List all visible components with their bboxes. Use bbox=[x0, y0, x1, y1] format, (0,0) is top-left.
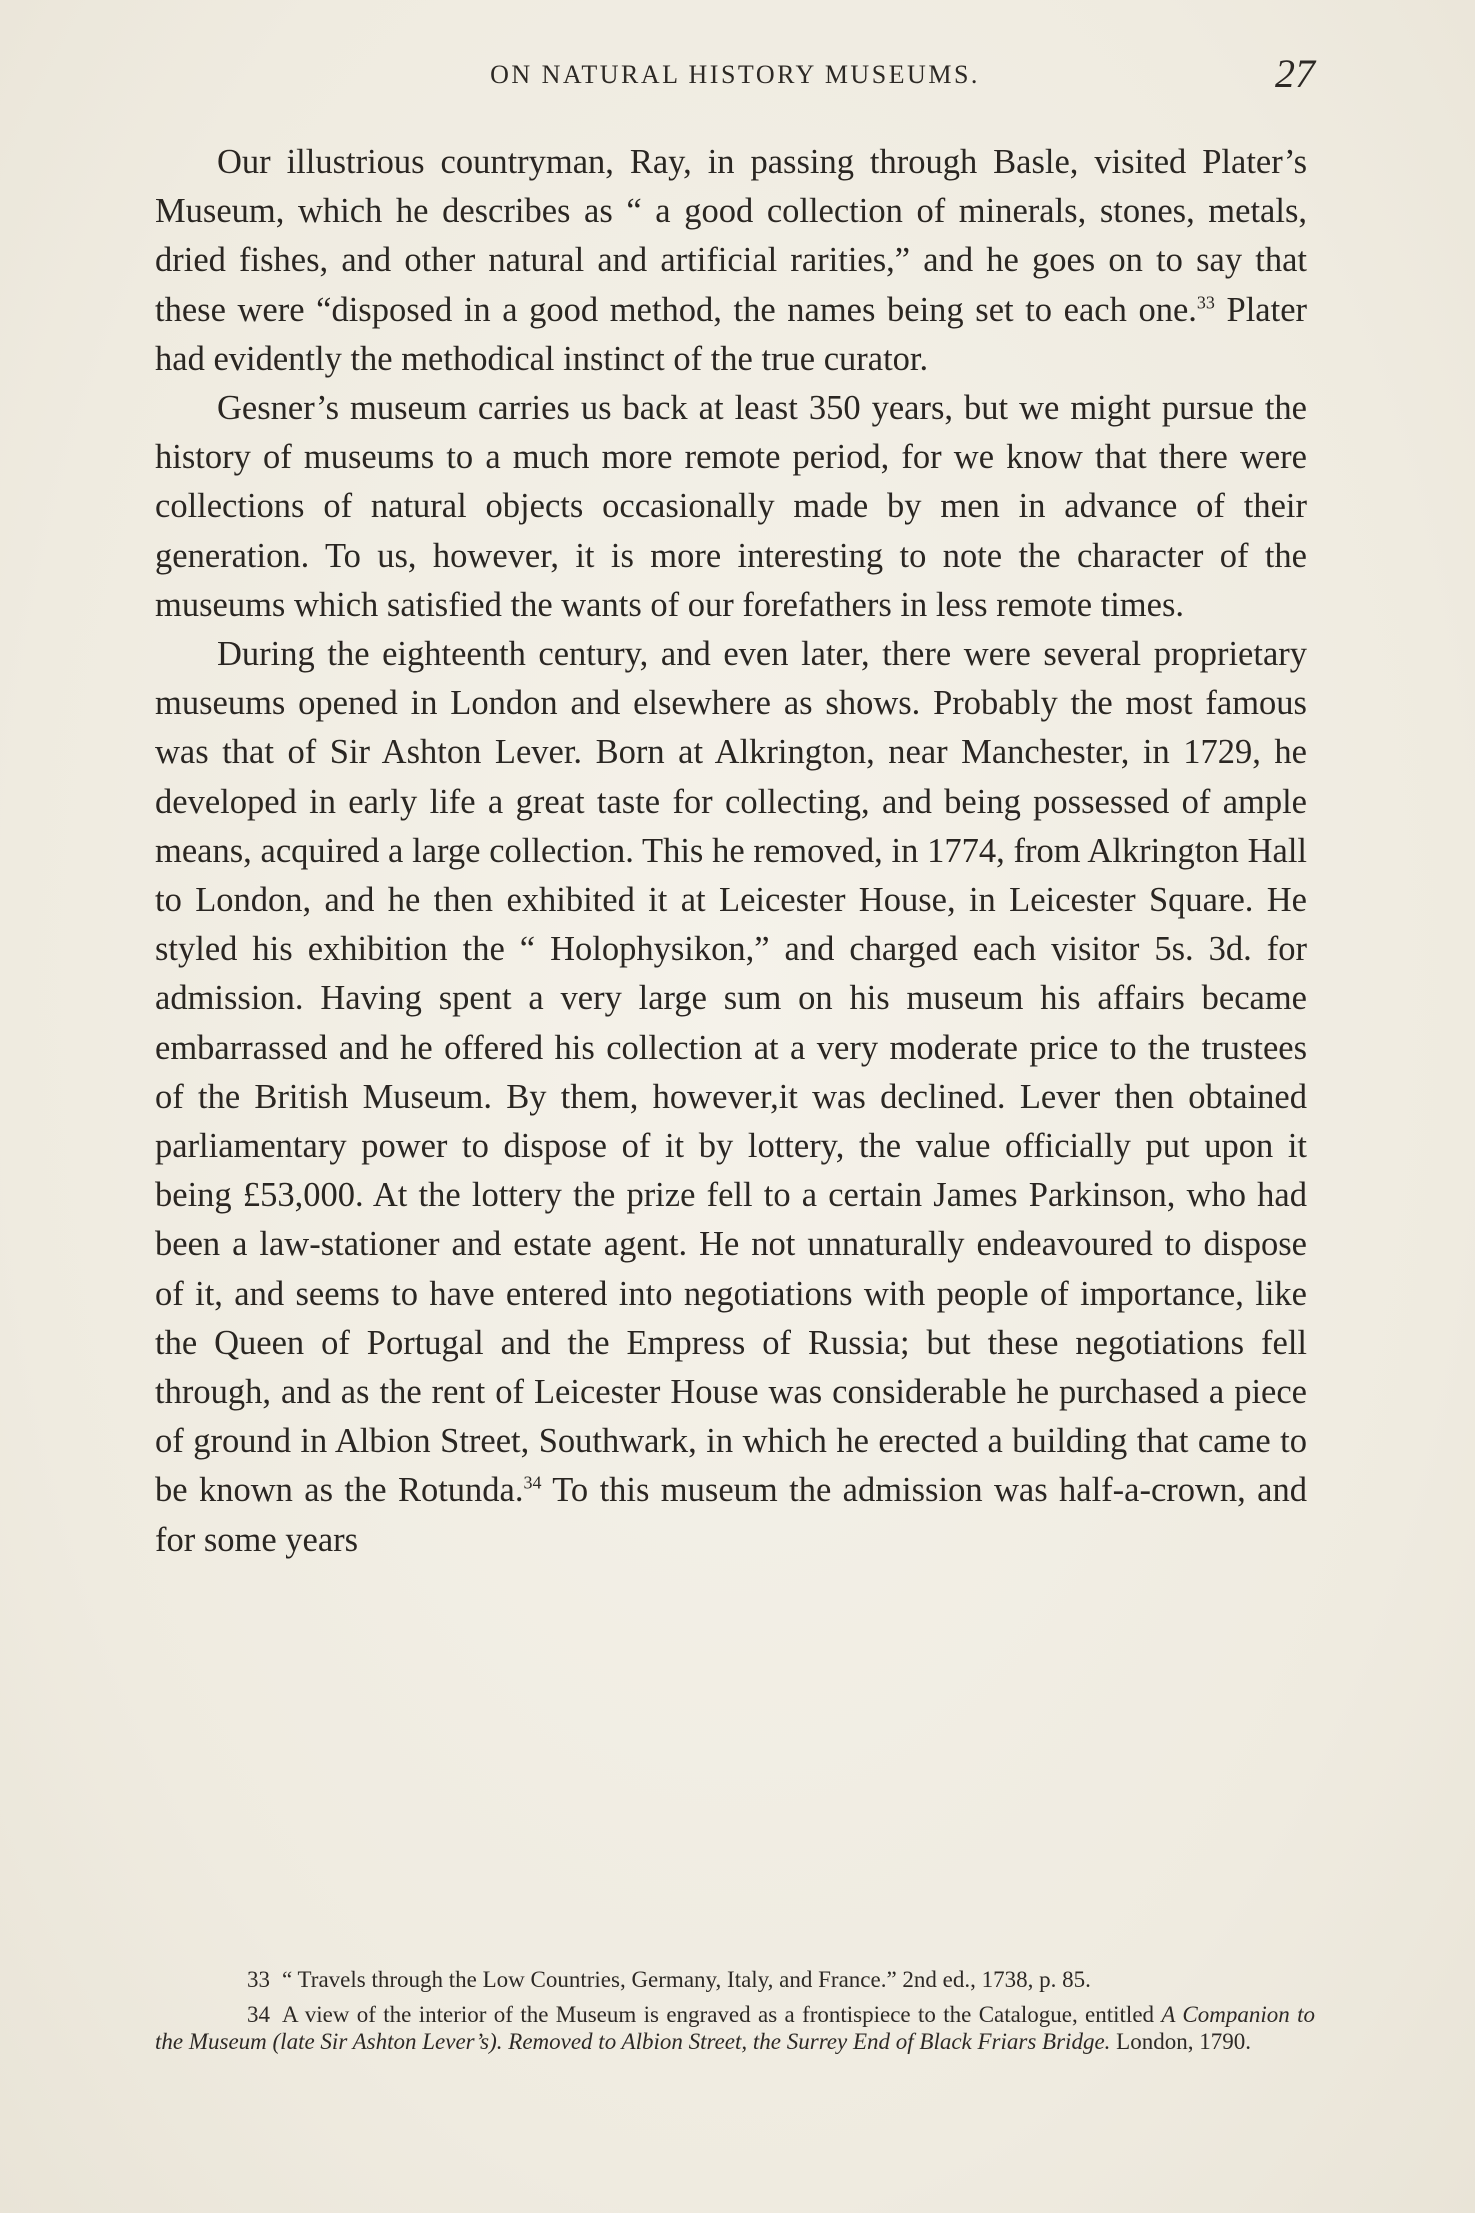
footnote-number: 33 bbox=[247, 1967, 270, 1992]
text-run: London, 1790. bbox=[1110, 2029, 1251, 2054]
text-run: A view of the interior of the Museum is engraved as a frontispiece to the Catalogue, entitled bbox=[282, 2002, 1162, 2027]
body-text bbox=[155, 138, 1307, 1565]
footnote-reference: 33 bbox=[1196, 292, 1215, 313]
running-title: ON NATURAL HISTORY MUSEUMS. bbox=[490, 60, 980, 89]
text-run: Gesner’s museum carries us back at least 350 years, but we might pursue the history of museums to a much more remote period, for we know that there were collections of natural objects occasionally made by men in advance of their generation. To us, however, it is more interesting to note the character of the museums which satisfied the wants of our forefathers in less remote times. bbox=[155, 389, 1307, 624]
footnote bbox=[155, 1966, 1315, 1993]
italic-title: A Companion to the Museum (late Sir Ashton Lever’s). Removed to Albion Street, the Surrey End of Black Friars Bridge. bbox=[155, 2002, 1315, 2054]
footnotes bbox=[155, 1966, 1315, 2063]
text-run: During the eighteenth century, and even later, there were several proprietary museums opened in London and elsewhere as shows. Probably the most famous was that of Sir Ashton Lever. Born at Alkrington, near Manchester, in 1729, he developed in early life a great taste for collecting, and being possessed of ample means, acquired a large collection. This he removed, in 1774, from Alkrington Hall to London, and he then exhibited it at Leicester House, in Leicester Square. He styled his exhibition the “ Holophysikon,” and charged each visitor 5s. 3d. for admission. Having spent a very large sum on his museum his affairs became embarrassed and he offered his collection at a very moderate price to the trustees of the British Museum. By them, however,it was declined. Lever then obtained parliamentary power to dispose of it by lottery, the value officially put upon it being £53,000. At the lottery the prize fell to a certain James Parkinson, who had been a law-stationer and estate agent. He not unnaturally endeavoured to dispose of it, and seems to have entered into negotiations with people of importance, like the Queen of Portugal and the Empress of Russia; but these negotiations fell through, and as the rent of Leicester House was considerable he purchased a piece of ground in Albion Street, Southwark, in which he erected a building that came to be known as the Rotunda. bbox=[155, 635, 1307, 1510]
footnote-reference: 34 bbox=[523, 1472, 542, 1493]
paragraph bbox=[155, 630, 1307, 1565]
footnote bbox=[155, 2001, 1315, 2055]
text-run: “ Travels through the Low Countries, Germany, Italy, and France.” 2nd ed., 1738, p. 85. bbox=[282, 1967, 1091, 1992]
running-head bbox=[155, 50, 1315, 110]
page-number: 27 bbox=[1275, 51, 1315, 96]
text-run: Our illustrious countryman, Ray, in passing through Basle, visited Plater’s Museum, which he describes as “ a good collection of minerals, stones, metals, dried fishes, and other natural and artificial rarities,” and he goes on to say that these were “disposed in a good method, the names being set to each one. bbox=[155, 143, 1307, 329]
text-run: To this museum the admission was half-a-crown, and for some years bbox=[155, 1471, 1307, 1559]
paragraph bbox=[155, 384, 1307, 630]
text-run: Plater had evidently the methodical instinct of the true curator. bbox=[155, 290, 1307, 378]
footnote-number: 34 bbox=[247, 2002, 270, 2027]
paragraph bbox=[155, 138, 1307, 384]
